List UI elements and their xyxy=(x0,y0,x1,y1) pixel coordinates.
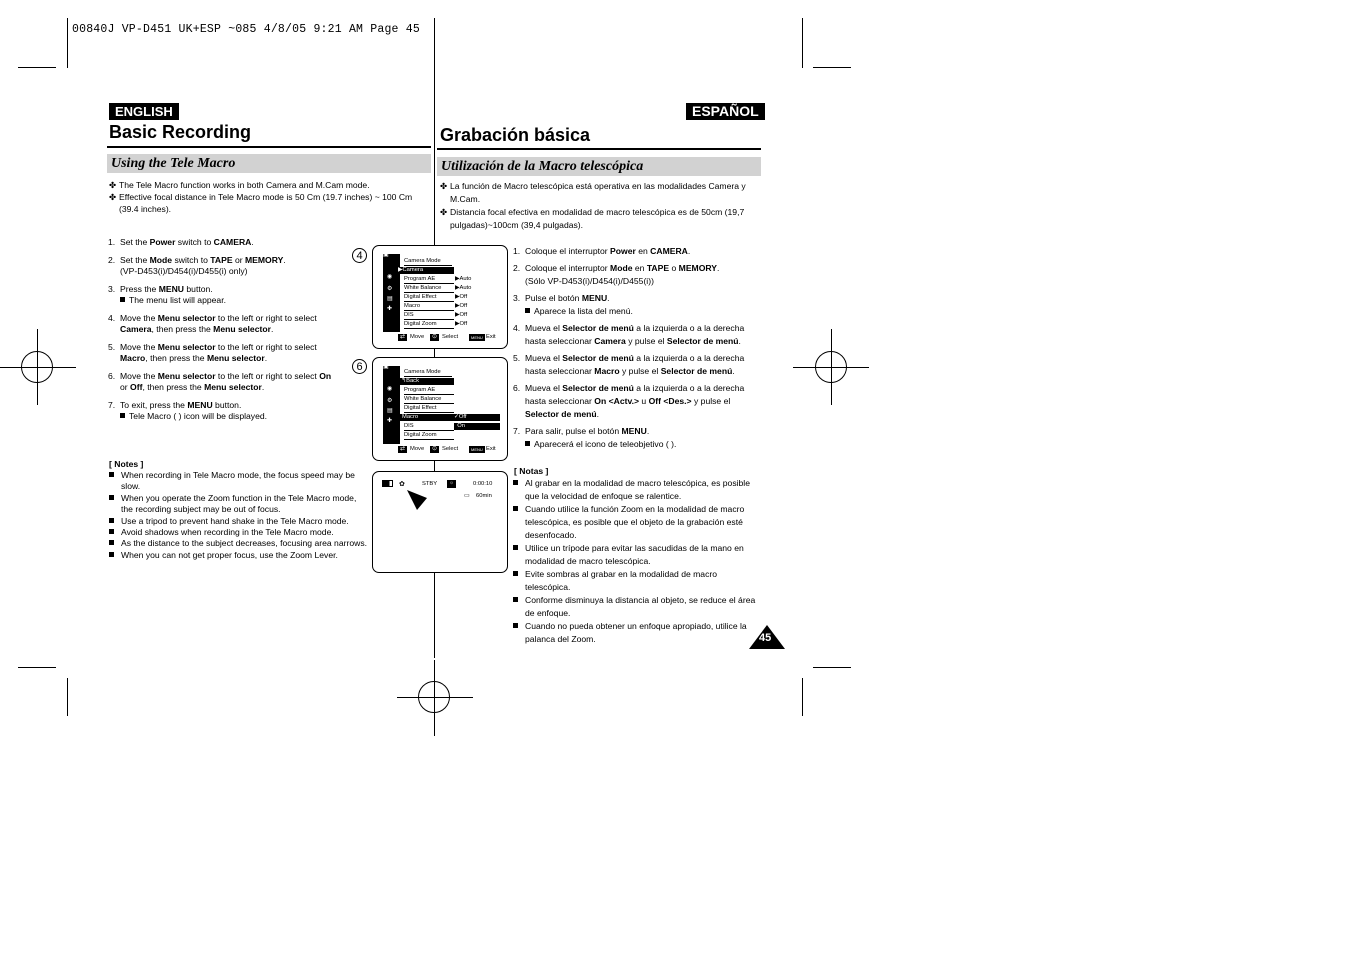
menu-screen-step6 xyxy=(372,357,508,461)
step-item xyxy=(108,255,333,278)
menu-item[interactable]: Digital Effect xyxy=(404,294,454,302)
section-heading-english: Using the Tele Macro xyxy=(107,154,431,173)
display-icon: ▤ xyxy=(387,408,393,414)
footer-select: Select xyxy=(442,334,459,340)
menu-screen-step4 xyxy=(372,245,508,349)
menu-value: ▶Auto xyxy=(455,285,472,291)
crop-mark xyxy=(802,18,803,68)
step-item xyxy=(108,237,333,249)
section-heading-spanish: Utilización de la Macro telescópica xyxy=(437,157,761,176)
step-subnote: Tele Macro ( ) icon will be displayed. xyxy=(120,411,333,423)
note-item: When you can not get proper focus, use the Zoom Lever. xyxy=(109,550,369,561)
step-number: 5. xyxy=(108,341,116,352)
step-text: Set the Power switch to CAMERA. xyxy=(120,237,254,247)
select-icon: ⊙ xyxy=(432,446,437,452)
step-text: To exit, press the MENU button. xyxy=(120,399,242,410)
move-icon: ⇄ xyxy=(400,446,405,452)
step-item xyxy=(513,262,761,288)
menu-header: Camera Mode xyxy=(404,258,452,266)
menu-item[interactable]: Program AE xyxy=(404,276,454,284)
crop-mark xyxy=(67,18,68,68)
language-badge-spanish: ESPAÑOL xyxy=(686,103,765,120)
crop-mark xyxy=(18,67,56,68)
step-number: 1. xyxy=(108,237,116,247)
step-number: 7. xyxy=(513,426,521,436)
menu-item[interactable]: Digital Effect xyxy=(404,405,454,413)
note-item: Evite sombras al grabar en la modalidad de macro telescópica. xyxy=(513,568,758,594)
registration-mark xyxy=(434,660,435,736)
step-text: Move the Menu selector to the left or right to select Macro, then press the Menu selector. xyxy=(120,341,317,363)
step-number: 3. xyxy=(513,293,521,303)
registration-mark xyxy=(37,329,38,405)
option-on[interactable]: On xyxy=(454,423,500,430)
page-number: 45 xyxy=(759,632,772,644)
step-text: Set the Mode switch to TAPE or MEMORY. (VP-D453(i)/D454(i)/D455(i) only) xyxy=(120,254,286,276)
status-stby: STBY xyxy=(422,481,438,487)
step-number: 2. xyxy=(108,254,116,265)
crop-mark xyxy=(67,678,68,716)
step-text: Press the MENU button. xyxy=(120,283,213,294)
step-text: Move the Menu selector to the left or right to select On or Off, then press the Menu selector. xyxy=(120,370,332,392)
menu-item[interactable]: Macro xyxy=(404,303,454,311)
timecode: 0:00:10 xyxy=(473,481,493,487)
step-text: Mueva el Selector de menú a la izquierda o a la derecha hasta seleccionar Macro y pulse el Selector de menú. xyxy=(525,353,745,376)
step-item xyxy=(108,400,333,423)
menu-value: ▶Off xyxy=(455,321,468,327)
title-rule xyxy=(107,146,431,148)
language-badge-english: ENGLISH xyxy=(109,103,179,120)
note-item: As the distance to the subject decreases, focusing area narrows. xyxy=(109,538,369,549)
step-item xyxy=(108,371,333,394)
viewfinder-screen-step7 xyxy=(372,471,508,573)
note-item: Utilice un trípode para evitar las sacudidas de la mano en modalidad de macro telescópica. xyxy=(513,542,758,568)
option-off[interactable]: ✓Off xyxy=(454,414,500,421)
step-text: Coloque el interruptor Power en CAMERA. xyxy=(525,246,691,256)
step-number-badge: 4 xyxy=(352,248,367,263)
step-item xyxy=(513,322,761,348)
notes-list-english xyxy=(109,470,369,561)
steps-list-english xyxy=(108,237,333,429)
step-text: Mueva el Selector de menú a la izquierda o a la derecha hasta seleccionar On <Actv.> u Off <Des.> y pulse el Selector de menú. xyxy=(525,383,745,419)
tape-icon: ▣ xyxy=(383,364,389,370)
display-icon: ▤ xyxy=(387,296,393,302)
step-item xyxy=(513,352,761,378)
step-subnote: The menu list will appear. xyxy=(120,295,333,307)
menu-icon-column xyxy=(383,254,400,332)
crop-mark xyxy=(802,678,803,716)
gear-icon: ⚙ xyxy=(387,398,393,404)
intro-item: ✤ The Tele Macro function works in both Camera and M.Cam mode. ✤ Effective focal distance in Tele Macro mode is 50 Cm (19.7 inches) ~ 100 Cm (39.4 inches). xyxy=(109,180,413,214)
note-item: When you operate the Zoom function in the Tele Macro mode, the recording subject may be out of focus. xyxy=(109,493,369,516)
step-number: 5. xyxy=(513,353,521,363)
step-subnote: Aparecerá el icono de teleobjetivo ( ). xyxy=(525,438,761,451)
menu-item[interactable]: White Balance xyxy=(404,396,454,404)
menu-button-icon: MENU xyxy=(471,447,483,452)
step-number: 6. xyxy=(513,383,521,393)
crop-mark xyxy=(813,67,851,68)
menu-item[interactable]: White Balance xyxy=(404,285,454,293)
move-icon: ⇄ xyxy=(400,334,405,340)
registration-mark xyxy=(0,367,76,368)
remaining-time: 60min xyxy=(476,493,492,499)
step-number-badge: 6 xyxy=(352,359,367,374)
note-item: Cuando utilice la función Zoom en la modalidad de macro telescópica, es posible que el objeto de la grabación esté desenfocado. xyxy=(513,503,758,542)
menu-item[interactable]: DIS xyxy=(404,423,454,431)
step-text: Para salir, pulse el botón MENU. xyxy=(525,426,650,436)
menu-value: ▶Off xyxy=(455,294,468,300)
step-text: Mueva el Selector de menú a la izquierda o a la derecha hasta seleccionar Camera y pulse el Selector de menú. xyxy=(525,323,745,346)
note-item: Cuando no pueda obtener un enfoque apropiado, utilice la palanca del Zoom. xyxy=(513,620,758,646)
note-item: Use a tripod to prevent hand shake in the Tele Macro mode. xyxy=(109,516,369,527)
notes-title-english: [ Notes ] xyxy=(109,459,144,469)
tele-macro-icon: ✿ xyxy=(399,481,405,488)
footer-exit: Exit xyxy=(486,334,496,340)
battery-icon xyxy=(382,480,393,487)
tape-icon: ▣ xyxy=(383,252,389,258)
note-item: Al grabar en la modalidad de macro telescópica, es posible que la velocidad de enfoque se ralentice. xyxy=(513,477,758,503)
step-item xyxy=(108,342,333,365)
note-item: Avoid shadows when recording in the Tele Macro mode. xyxy=(109,527,369,538)
step-text: Move the Menu selector to the left or right to select Camera, then press the Menu selector. xyxy=(120,312,317,334)
crop-mark xyxy=(18,667,56,668)
step-item xyxy=(108,313,333,336)
menu-value: ▶Auto xyxy=(455,276,472,282)
gear-icon: ⚙ xyxy=(387,286,393,292)
step-item xyxy=(513,382,761,421)
tape-icon: ▭ xyxy=(464,493,470,499)
step-number: 2. xyxy=(513,263,521,273)
step-number: 7. xyxy=(108,399,116,410)
program-ae-icon: ☼ xyxy=(447,480,456,488)
menu-item[interactable]: Digital Zoom xyxy=(404,432,454,440)
footer-move: Move xyxy=(410,334,425,340)
menu-item-back[interactable]: ↰Back xyxy=(398,378,454,385)
menu-item[interactable]: DIS xyxy=(404,312,454,320)
step-number: 1. xyxy=(513,246,521,256)
notes-title-spanish: [ Notas ] xyxy=(514,466,549,476)
menu-header: Camera Mode xyxy=(404,369,452,377)
step-item xyxy=(513,245,761,258)
menu-item-macro[interactable]: Macro xyxy=(400,414,454,421)
step-item xyxy=(108,284,333,307)
intro-item: ✤ La función de Macro telescópica está operativa en las modalidades Camera y M.Cam. ✤ Distancia focal efectiva en modalidad de macro telescópica es de 50cm (19,7 pulgadas)~100cm (39,4 pulgadas). xyxy=(440,181,746,230)
step-number: 6. xyxy=(108,370,116,381)
step-number: 4. xyxy=(108,312,116,323)
notes-list-spanish xyxy=(513,477,758,646)
crop-mark xyxy=(813,667,851,668)
page-title-english: Basic Recording xyxy=(109,122,252,142)
step-text: Coloque el interruptor Mode en TAPE o MEMORY. (Sólo VP-D453(i)/D454(i)/D455(i)) xyxy=(525,263,720,286)
page-title-spanish: Grabación básica xyxy=(440,125,591,145)
tool-icon: ✚ xyxy=(387,306,392,312)
pointer-arrow-icon xyxy=(405,488,429,512)
menu-value: ▶Off xyxy=(455,303,468,309)
camera-icon: ◉ xyxy=(387,386,393,392)
menu-value: ▶Off xyxy=(455,312,468,318)
print-header: 00840J VP-D451 UK+ESP ~085 4/8/05 9:21 AM Page 45 xyxy=(72,23,420,36)
note-item: When recording in Tele Macro mode, the focus speed may be slow. xyxy=(109,470,369,493)
menu-item[interactable]: Program AE xyxy=(404,387,454,395)
camera-icon: ◉ xyxy=(387,274,393,280)
menu-item[interactable]: Digital Zoom xyxy=(404,321,454,329)
step-number: 4. xyxy=(513,323,521,333)
footer-move: Move xyxy=(410,446,425,452)
step-item xyxy=(513,425,761,451)
menu-item-camera[interactable]: ▶Camera xyxy=(398,267,454,274)
step-number: 3. xyxy=(108,283,116,294)
step-subnote: Aparece la lista del menú. xyxy=(525,305,761,318)
menu-button-icon: MENU xyxy=(471,335,483,340)
step-item xyxy=(513,292,761,318)
note-item: Conforme disminuya la distancia al objeto, se reduce el área de enfoque. xyxy=(513,594,758,620)
footer-select: Select xyxy=(442,446,459,452)
step-text: Pulse el botón MENU. xyxy=(525,293,610,303)
select-icon: ⊙ xyxy=(432,334,437,340)
tool-icon: ✚ xyxy=(387,418,392,424)
registration-mark xyxy=(397,697,473,698)
title-rule xyxy=(437,148,761,150)
steps-list-spanish xyxy=(513,245,761,455)
registration-mark xyxy=(831,329,832,405)
footer-exit: Exit xyxy=(486,446,496,452)
